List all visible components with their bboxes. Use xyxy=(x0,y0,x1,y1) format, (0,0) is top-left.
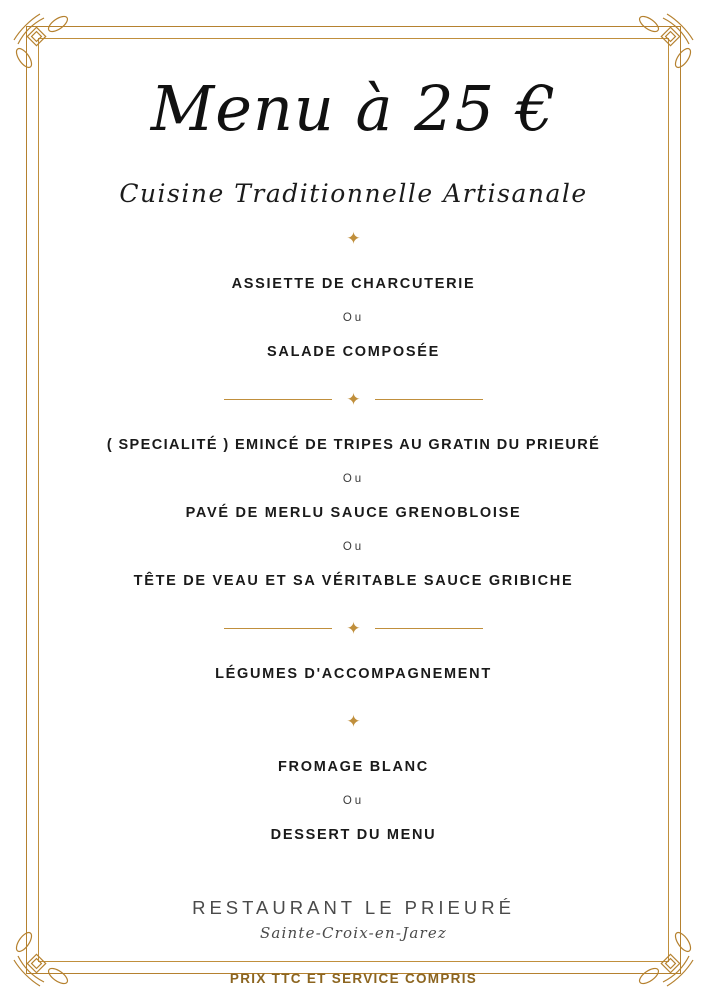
divider-rule-left xyxy=(224,399,332,400)
section-divider xyxy=(60,620,647,637)
divider-rule-right xyxy=(375,238,483,239)
menu-item-side: LÉGUMES D'ACCOMPAGNEMENT xyxy=(215,666,492,683)
menu-content xyxy=(60,58,647,986)
or-label: Ou xyxy=(342,473,365,486)
divider-rule-right xyxy=(375,399,483,400)
section-divider xyxy=(60,230,647,247)
divider-rule-left xyxy=(224,721,332,722)
diamond-icon: ✦ xyxy=(346,712,361,732)
menu-item-main-1: ( SPECIALITÉ ) EMINCÉ DE TRIPES AU GRATIN DU PRIEURÉ xyxy=(106,437,601,454)
divider-rule-left xyxy=(224,238,332,239)
divider-rule-left xyxy=(224,628,332,629)
diamond-icon: ✦ xyxy=(346,229,361,249)
or-label: Ou xyxy=(342,795,365,808)
menu-title: Menu à 25 € xyxy=(150,72,557,145)
divider-rule-right xyxy=(375,628,483,629)
restaurant-name: RESTAURANT LE PRIEURÉ xyxy=(192,897,515,918)
menu-item-dessert: DESSERT DU MENU xyxy=(270,827,437,844)
restaurant-location: Sainte-Croix-en-Jarez xyxy=(259,924,448,942)
diamond-icon: ✦ xyxy=(346,390,361,410)
menu-footer xyxy=(192,897,515,942)
section-divider xyxy=(60,713,647,730)
menu-item-starter-1: ASSIETTE DE CHARCUTERIE xyxy=(231,276,476,293)
menu-subtitle: Cuisine Traditionnelle Artisanale xyxy=(119,179,588,209)
diamond-icon: ✦ xyxy=(346,619,361,639)
divider-rule-right xyxy=(375,721,483,722)
or-label: Ou xyxy=(342,541,365,554)
menu-item-starter-2: SALADE COMPOSÉE xyxy=(267,344,440,361)
menu-item-main-3: TÊTE DE VEAU ET SA VÉRITABLE SAUCE GRIBICHE xyxy=(133,573,574,590)
menu-item-main-2: PAVÉ DE MERLU SAUCE GRENOBLOISE xyxy=(185,505,522,522)
or-label: Ou xyxy=(342,312,365,325)
section-divider xyxy=(60,391,647,408)
price-note: PRIX TTC ET SERVICE COMPRIS xyxy=(229,971,478,986)
menu-item-cheese: FROMAGE BLANC xyxy=(278,759,429,776)
